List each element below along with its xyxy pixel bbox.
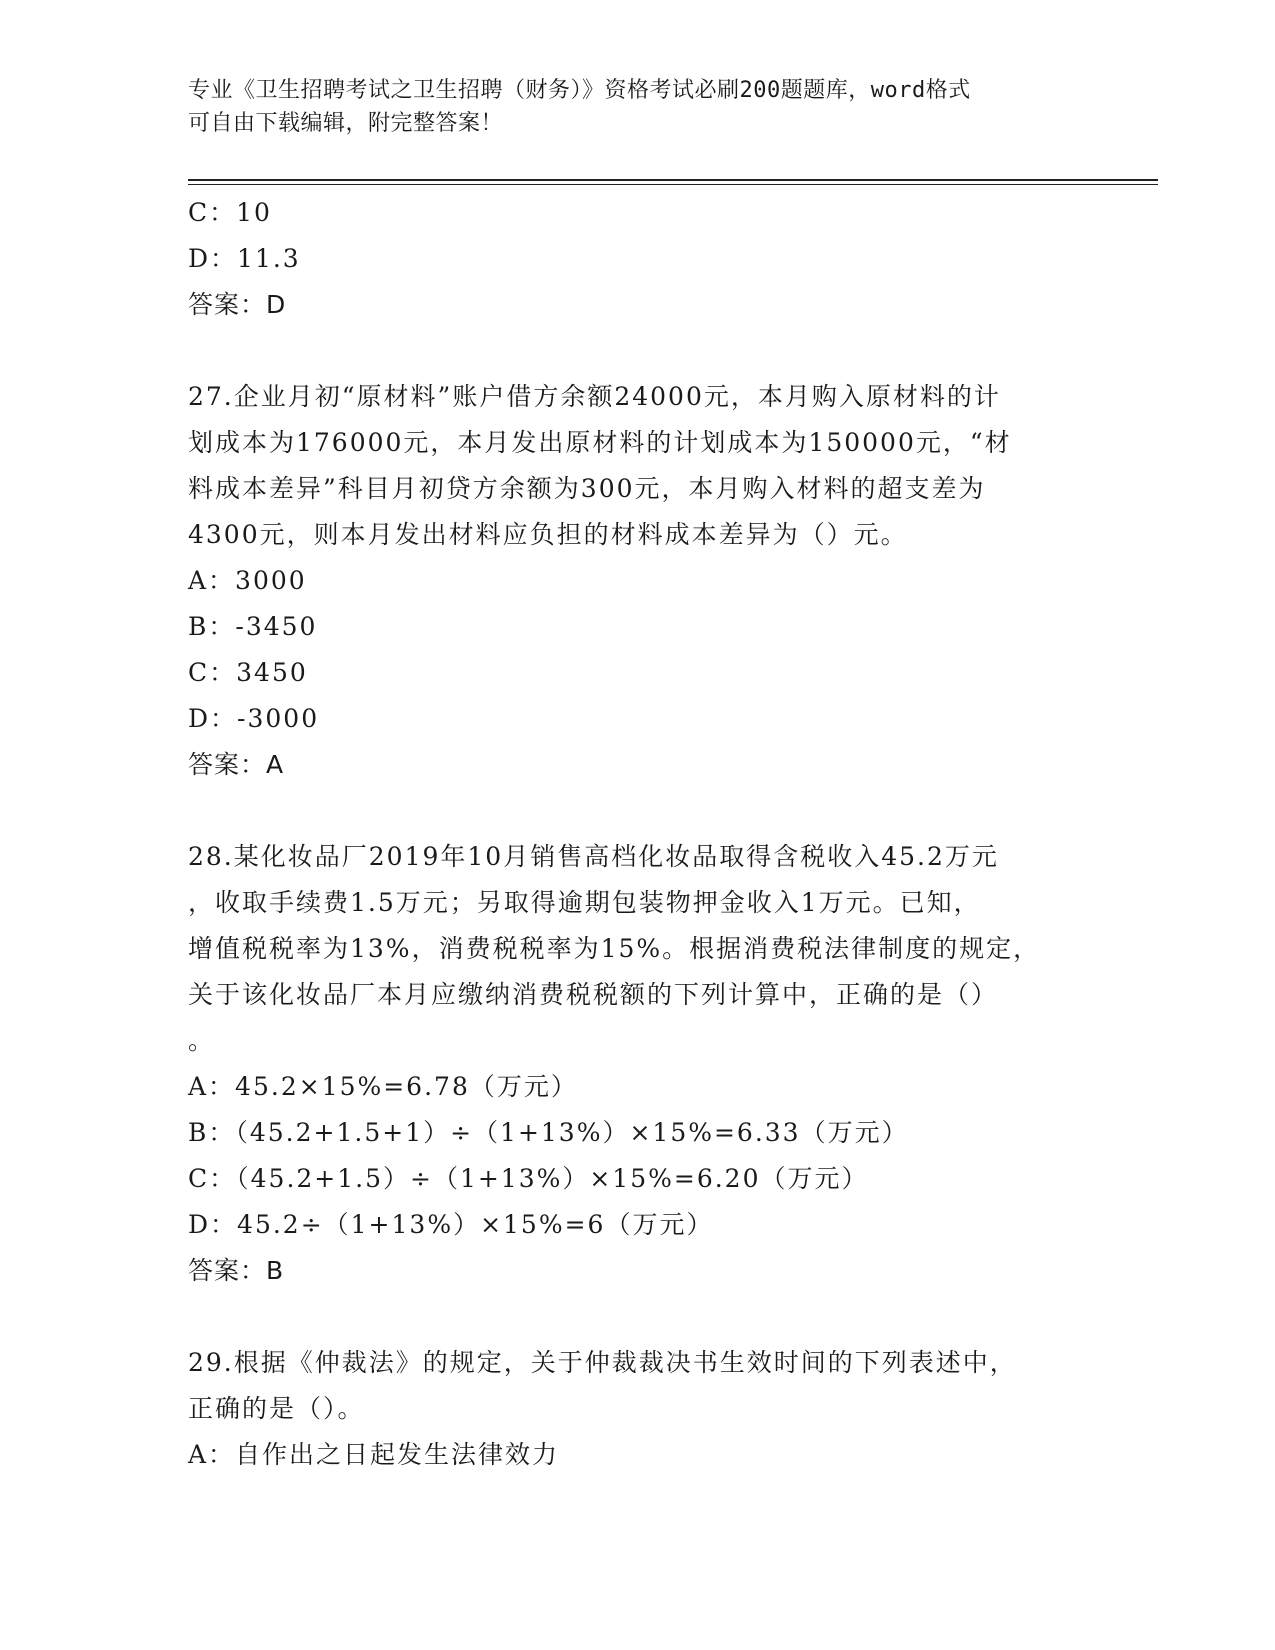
question-text-line: 划成本为176000元，本月发出原材料的计划成本为150000元，“材: [188, 428, 1012, 457]
option-d: D：11.3: [188, 244, 301, 273]
answer: 答案：D: [188, 290, 287, 319]
question-text-line: 。: [188, 1026, 216, 1055]
question-text-line: 29.根据《仲裁法》的规定，关于仲裁裁决书生效时间的下列表述中，: [188, 1348, 1017, 1377]
question-text-line: 28.某化妆品厂2019年10月销售高档化妆品取得含税收入45.2万元: [188, 842, 999, 871]
question-text-line: 正确的是（）。: [188, 1394, 365, 1423]
option-a: A：45.2×15%=6.78（万元）: [188, 1072, 578, 1101]
answer: 答案：B: [188, 1256, 285, 1285]
document-body: [188, 190, 1088, 1478]
question-text-line: 关于该化妆品厂本月应缴纳消费税税额的下列计算中，正确的是（）: [188, 980, 999, 1009]
question-27: [188, 374, 1088, 788]
option-c: C：10: [188, 198, 272, 227]
page-header: [188, 74, 1068, 140]
header-line-1: 专业《卫生招聘考试之卫生招聘（财务）》资格考试必刷200题题库，word格式: [188, 78, 971, 103]
option-c: C：（45.2+1.5）÷（1+13%）×15%=6.20（万元）: [188, 1164, 869, 1193]
option-c: C：3450: [188, 658, 308, 687]
answer: 答案：A: [188, 750, 285, 779]
header-divider: [188, 179, 1158, 185]
option-b: B：-3450: [188, 612, 318, 641]
question-29: [188, 1340, 1088, 1478]
option-b: B：（45.2+1.5+1）÷（1+13%）×15%=6.33（万元）: [188, 1118, 909, 1147]
question-text-line: 增值税税率为13%，消费税税率为15%。根据消费税法律制度的规定，: [188, 934, 1041, 963]
question-text-line: 料成本差异”科目月初贷方余额为300元，本月购入材料的超支差为: [188, 474, 986, 503]
option-d: D：-3000: [188, 704, 320, 733]
option-a: A：3000: [188, 566, 307, 595]
question-text-line: ，收取手续费1.5万元；另取得逾期包装物押金收入1万元。已知，: [188, 888, 981, 917]
question-26-tail: [188, 190, 1088, 328]
header-line-2: 可自由下载编辑，附完整答案！: [188, 111, 504, 136]
question-28: [188, 834, 1088, 1294]
option-a: A：自作出之日起发生法律效力: [188, 1440, 560, 1469]
question-text-line: 27.企业月初“原材料”账户借方余额24000元，本月购入原材料的计: [188, 382, 1001, 411]
question-text-line: 4300元，则本月发出材料应负担的材料成本差异为（）元。: [188, 520, 908, 549]
option-d: D：45.2÷（1+13%）×15%=6（万元）: [188, 1210, 714, 1239]
